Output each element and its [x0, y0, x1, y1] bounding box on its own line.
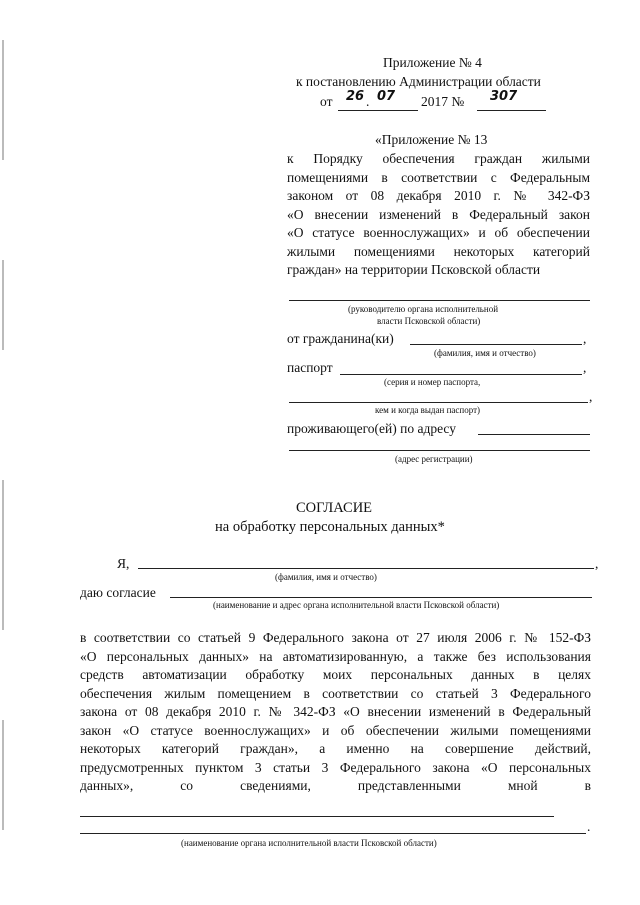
hint-passport: (серия и номер паспорта, [384, 377, 481, 387]
body-line: в соответствии со статьей 9 Федерального закона от 27 июля 2006 г. № 152-ФЗ [80, 630, 591, 645]
hint-head-2: власти Псковской области) [377, 316, 481, 326]
hint-address: (адрес регистрации) [395, 454, 473, 464]
resolution-label: к постановлению Администрации области [296, 74, 541, 89]
hint-organ-name: (наименование органа исполнительной власти Псковской области) [181, 838, 437, 848]
hint-organ: (наименование и адрес органа исполнительной власти Псковской области) [213, 600, 500, 610]
date-prefix: от [320, 94, 333, 109]
appendix13-line: жилыми помещениями некоторых категорий [287, 243, 590, 259]
document-title: СОГЛАСИЕ [296, 500, 373, 516]
comma: , [595, 556, 599, 571]
scan-edge [0, 0, 8, 905]
passport-issued-field[interactable] [289, 402, 588, 403]
appendix13-line: «О статусе военнослужащих» и об обеспечении [287, 225, 590, 240]
body-line: некоторых категорий граждан», а именно на совершение действий, [80, 741, 591, 756]
period: . [587, 819, 591, 834]
organ-name-field-1[interactable] [80, 816, 554, 817]
consent-body [80, 629, 591, 796]
comma: , [583, 331, 587, 346]
appendix-label: Приложение № 4 [383, 55, 482, 70]
give-consent-label: даю согласие [80, 585, 156, 600]
hint-issued: кем и когда выдан паспорт) [375, 405, 481, 415]
fio-field[interactable] [138, 568, 594, 569]
body-line: данных», со сведениями, представленными мной в [80, 778, 591, 793]
organ-name-field-2[interactable] [80, 833, 586, 834]
head-field[interactable] [289, 300, 590, 301]
year-label: 2017 № [421, 94, 465, 109]
date-dot: . [366, 94, 370, 109]
appendix13-line: помещениями в соответствии с Федеральным [287, 169, 590, 185]
body-line: закон «О статусе военнослужащих» и об обеспечении жилыми помещениями [80, 722, 591, 738]
hint-name: (фамилия, имя и отчество) [434, 348, 536, 358]
appendix13-line-last: граждан» на территории Псковской области [287, 262, 541, 277]
hint-fio: (фамилия, имя и отчество) [275, 572, 377, 582]
hint-head-1: (руководителю органа исполнительной [348, 304, 499, 314]
date-day: 26 [346, 89, 365, 104]
appendix13-line: «О внесении изменений в Федеральный закон [287, 206, 590, 222]
appendix13-block [287, 150, 590, 280]
passport-field[interactable] [340, 374, 582, 375]
i-label: Я, [117, 556, 130, 571]
body-line: средств автоматизации обработку моих персональных данных в целях [80, 667, 591, 682]
body-line: «О персональных данных» на автоматизированную, а также без использования [80, 648, 591, 664]
document-subtitle: на обработку персональных данных* [215, 519, 445, 535]
organ-field[interactable] [170, 597, 592, 598]
date-month: 07 [377, 89, 396, 104]
comma: , [589, 389, 593, 404]
comma: , [583, 360, 587, 375]
appendix13-title: «Приложение № 13 [375, 132, 488, 147]
passport-label: паспорт [287, 360, 333, 375]
body-line: закона от 08 декабря 2010 г. № 342-ФЗ «О внесении изменений в Федеральный [80, 704, 591, 719]
appendix13-line: к Порядку обеспечения граждан жилыми [287, 151, 590, 166]
resolution-number: 307 [490, 89, 518, 104]
address-field-2[interactable] [289, 450, 590, 451]
address-field-1[interactable] [478, 434, 590, 435]
residing-label: проживающего(ей) по адресу [287, 421, 456, 436]
citizen-name-field[interactable] [410, 344, 582, 345]
from-citizen-label: от гражданина(ки) [287, 331, 394, 346]
appendix13-line: законом от 08 декабря 2010 г. № 342-ФЗ [287, 188, 590, 203]
body-line: предусмотренных пунктом 3 статьи 3 Федерального закона «О персональных [80, 759, 591, 775]
body-line: обеспечения жилым помещением в соответствии со статьей 3 Федерального [80, 685, 591, 701]
